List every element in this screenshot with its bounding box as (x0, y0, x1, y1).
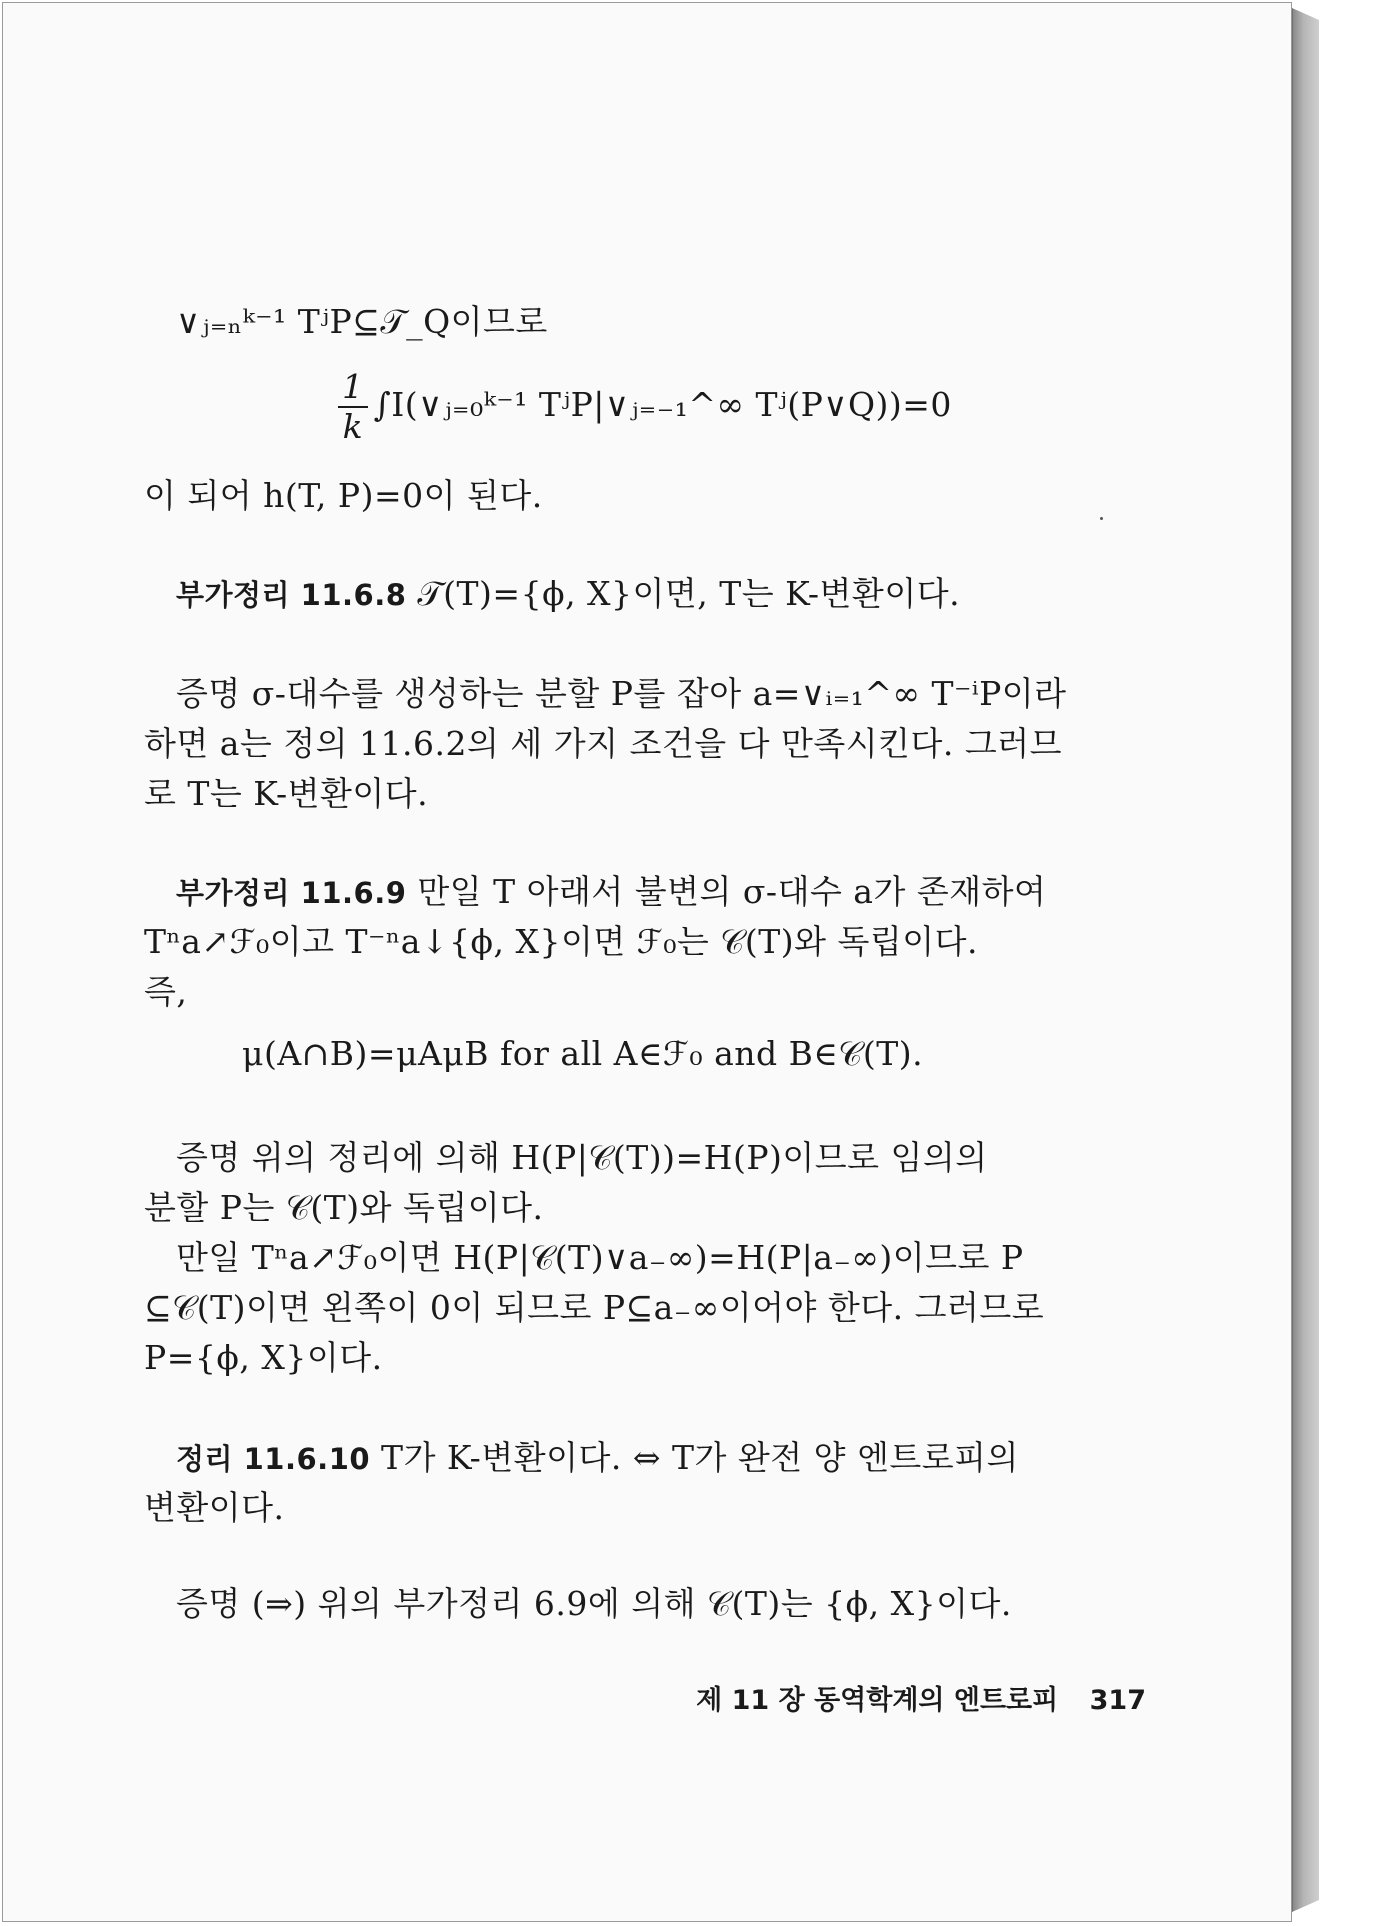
text-line: 분할 P는 𝒞(T)와 독립이다. (144, 1188, 544, 1227)
page-number: 317 (1089, 1685, 1146, 1716)
text-line: Tⁿa↗ℱ₀이고 T⁻ⁿa↓{ϕ, X}이면 ℱ₀는 𝒞(T)와 독립이다. (144, 922, 978, 961)
lemma-label: 부가정리 11.6.9 (176, 876, 407, 910)
fraction (338, 368, 368, 446)
text-line: 증명 (⇒) 위의 부가정리 6.9에 의해 𝒞(T)는 {ϕ, X}이다. (176, 1584, 1012, 1623)
text-line: 변환이다. (144, 1488, 285, 1527)
lemma-heading (176, 866, 1046, 913)
stray-mark (1100, 517, 1103, 520)
lemma-heading (176, 568, 960, 615)
chapter-title: 제 11 장 동역학계의 엔트로피 (696, 1685, 1059, 1716)
text-line: 증명 σ-대수를 생성하는 분할 P를 잡아 a=∨ᵢ₌₁^∞ T⁻ⁱP이라 (176, 674, 1067, 713)
equation (0, 368, 1290, 446)
text-line: ⊆𝒞(T)이면 왼쪽이 0이 되므로 P⊆a₋∞이어야 한다. 그러므로 (144, 1288, 1045, 1327)
page-stack-edge (1292, 8, 1319, 1912)
fraction-denominator: k (342, 407, 364, 446)
running-footer (696, 1678, 1146, 1717)
theorem-heading (176, 1432, 1019, 1479)
lemma-text: 만일 T 아래서 불변의 σ-대수 a가 존재하여 (406, 872, 1047, 911)
theorem-label: 정리 11.6.10 (176, 1442, 371, 1476)
theorem-text: T가 K-변환이다. ⇔ T가 완전 양 엔트로피의 (370, 1438, 1019, 1477)
text-line: 증명 위의 정리에 의해 H(P|𝒞(T))=H(P)이므로 임의의 (176, 1138, 988, 1177)
text-line: 로 T는 K-변환이다. (144, 774, 429, 813)
fraction-numerator: 1 (338, 368, 368, 408)
text-line: P={ϕ, X}이다. (144, 1338, 383, 1377)
text-line: ∨ⱼ₌ₙᵏ⁻¹ TʲP⊆𝒯_Q이므로 (176, 302, 548, 341)
text-line: 만일 Tⁿa↗ℱ₀이면 H(P|𝒞(T)∨a₋∞)=H(P|a₋∞)이므로 P (176, 1238, 1024, 1277)
equation: μ(A∩B)=μAμB for all A∈ℱ₀ and B∈𝒞(T). (242, 1034, 924, 1073)
lemma-text: 𝒯(T)={ϕ, X}이면, T는 K-변환이다. (406, 574, 961, 613)
text-line: 하면 a는 정의 11.6.2의 세 가지 조건을 다 만족시킨다. 그러므 (144, 724, 1062, 763)
lemma-label: 부가정리 11.6.8 (176, 578, 407, 612)
text-line: 즉, (144, 972, 188, 1011)
equation-body: ∫I(∨ⱼ₌₀ᵏ⁻¹ TʲP|∨ⱼ₌₋₁^∞ Tʲ(P∨Q))=0 (373, 385, 952, 424)
text-line: 이 되어 h(T, P)=0이 된다. (144, 476, 543, 515)
